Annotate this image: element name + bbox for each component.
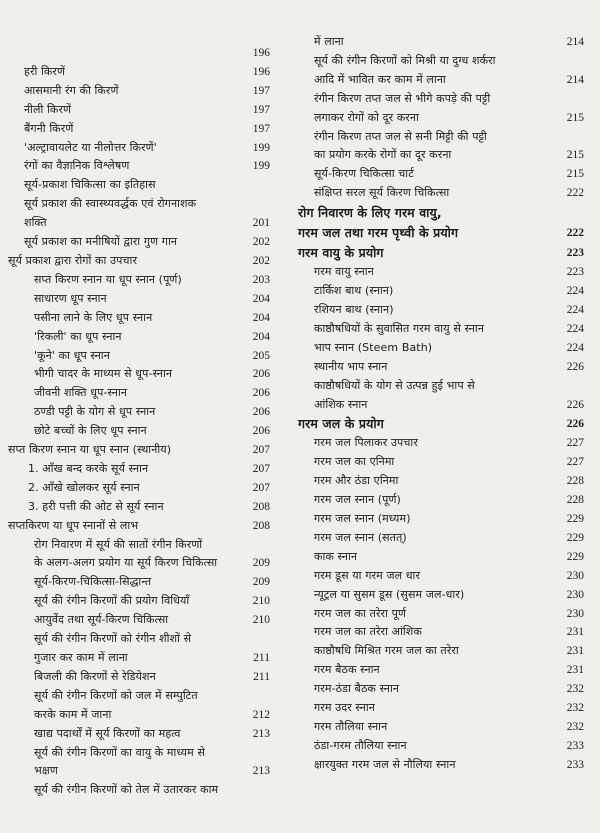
toc-page-number: 227 <box>566 437 584 450</box>
toc-page-number: 233 <box>566 758 584 771</box>
toc-entry-title: आदि में भावित कर काम में लाना <box>314 72 446 86</box>
toc-page-number: 206 <box>252 387 270 400</box>
toc-entry <box>298 491 596 510</box>
toc-entry <box>298 586 596 605</box>
toc-entry <box>8 536 286 555</box>
toc-entry-title: हरी किरणें <box>24 64 66 78</box>
toc-entry <box>298 128 596 147</box>
toc-entry-title: गरम और ठंडा एनिमा <box>314 474 399 488</box>
toc-entry-title: सूर्य की रंगीन किरणों को रंगीन शीशों से <box>34 632 192 646</box>
toc-entry <box>298 453 596 472</box>
toc-entry-title: भाप स्नान (Steem Bath) <box>314 340 433 354</box>
toc-entry-title: खाद्य पदार्थों में सूर्य किरणों का महत्व <box>34 726 181 740</box>
toc-entry <box>298 184 596 203</box>
toc-entry-title: में लाना <box>314 35 344 48</box>
toc-page-number: 232 <box>566 683 584 696</box>
toc-page-number: 230 <box>566 607 584 620</box>
toc-entry <box>8 63 286 82</box>
toc-entry-title: गरम वायु स्नान <box>314 265 374 279</box>
toc-page-number: 211 <box>253 652 270 664</box>
toc-entry-title: लगाकर रोगों को दूर करना <box>314 110 419 124</box>
toc-entry <box>298 165 596 184</box>
toc-page-number: 197 <box>252 103 270 116</box>
toc-entry <box>298 699 596 718</box>
toc-page-number: 207 <box>252 481 270 494</box>
toc-page-number: 204 <box>252 311 270 324</box>
toc-entry-title: टार्किश बाथ (स्नान) <box>314 284 394 298</box>
toc-entry-title: शक्ति <box>24 216 47 230</box>
toc-entry <box>8 176 286 195</box>
toc-entry <box>298 737 596 756</box>
toc-entry <box>8 630 286 649</box>
toc-entry <box>8 592 286 611</box>
toc-page-number: 210 <box>252 614 270 627</box>
toc-section-heading <box>298 203 596 223</box>
toc-entry <box>298 396 596 415</box>
toc-page-number: 202 <box>252 254 270 267</box>
toc-entry-title: आंशिक स्नान <box>314 397 368 411</box>
toc-entry <box>298 472 596 491</box>
toc-page-number: 230 <box>566 569 584 582</box>
toc-entry-title: क्षारयुक्त गरम जल से नौलिया स्नान <box>314 757 456 771</box>
toc-entry-title: रंगीन किरण तप्त जल से भीगे कपड़े की पट्टी <box>314 91 491 105</box>
toc-entry <box>298 358 596 377</box>
toc-entry <box>298 567 596 586</box>
toc-page-number: 197 <box>252 122 270 135</box>
toc-entry-title: स्थानीय भाप स्नान <box>314 359 388 373</box>
toc-page-number: 207 <box>252 444 270 457</box>
toc-entry-title: गरम वायु के प्रयोग <box>298 245 384 261</box>
toc-entry <box>8 44 286 63</box>
toc-entry-title: सूर्य-किरण चिकित्सा चार्ट <box>314 167 414 181</box>
toc-page-number: 229 <box>566 531 584 544</box>
toc-entry <box>8 517 286 536</box>
toc-entry-title: रंगीन किरण तप्त जल से सनी मिट्टी की पट्टी <box>314 129 487 143</box>
toc-entry-title: 'कूने' का धूप स्नान <box>34 348 110 362</box>
toc-page-number: 223 <box>566 266 584 279</box>
toc-entry <box>298 718 596 737</box>
toc-entry <box>298 680 596 699</box>
toc-entry <box>298 605 596 624</box>
toc-entry-title: सूर्य की रंगीन किरणों को तेल में उतारकर काम <box>34 783 219 797</box>
toc-page-number: 196 <box>252 47 270 59</box>
toc-entry-title: ठण्डी पट्टी के योग से धूप स्नान <box>34 405 156 419</box>
toc-page-number: 199 <box>252 141 270 154</box>
toc-entry-title: गरम जल के प्रयोग <box>298 416 384 432</box>
toc-entry-title: आयुर्वेद तथा सूर्य-किरण चिकित्सा <box>34 613 169 627</box>
toc-page-number: 199 <box>252 160 270 173</box>
toc-entry <box>8 384 286 403</box>
toc-entry-title: करके काम में जाना <box>34 707 112 721</box>
toc-entry <box>298 548 596 567</box>
toc-page-number: 231 <box>566 626 584 639</box>
toc-page-number: 215 <box>566 149 584 162</box>
toc-entry <box>298 377 596 396</box>
toc-entry <box>8 139 286 158</box>
toc-entry <box>8 706 286 725</box>
toc-entry-title: भीगी चादर के माध्यम से धूप-स्नान <box>34 367 173 381</box>
toc-entry-title: गरम जल स्नान (सतत्) <box>314 530 407 544</box>
toc-page-number: 206 <box>252 425 270 438</box>
toc-entry <box>8 781 286 800</box>
toc-entry-title: सूर्य प्रकाश की स्वास्थ्यवर्द्धक एवं रोगनाशक <box>24 197 197 211</box>
toc-entry-title: काष्ठौषधियों के योग से उत्पन्न हुई भाप से <box>314 378 475 392</box>
toc-entry-title: गरम तौलिया स्नान <box>314 720 388 733</box>
toc-entry <box>8 744 286 763</box>
toc-page-number: 227 <box>566 456 584 469</box>
toc-entry <box>298 109 596 128</box>
toc-entry-title: रशियन बाथ (स्नान) <box>314 302 394 316</box>
toc-entry-title: 'अल्ट्रावायलेट या नीलोत्तर किरणें' <box>24 140 157 154</box>
toc-entry-title: भक्षण <box>34 764 58 778</box>
toc-entry-title: ठंडा-गरम तौलिया स्नान <box>314 738 407 752</box>
toc-entry-title: 2. आँखे खोलकर सूर्य स्नान <box>28 480 140 494</box>
toc-entry <box>298 434 596 453</box>
toc-page-number: 231 <box>566 645 584 658</box>
toc-entry <box>8 233 286 252</box>
toc-entry-title: सप्त किरण स्नान या धूप स्नान (स्थानीय) <box>8 443 172 457</box>
toc-page-number: 208 <box>252 500 270 513</box>
toc-entry <box>298 339 596 358</box>
toc-page-number: 226 <box>566 360 584 373</box>
toc-page-number: 215 <box>566 111 584 124</box>
toc-entry <box>8 460 286 479</box>
toc-page-number: 208 <box>252 519 270 532</box>
toc-entry <box>8 365 286 384</box>
toc-entry <box>8 725 286 744</box>
toc-entry-title: सूर्य की रंगीन किरणों को मिश्री या दुग्ध शर्करा <box>314 53 496 67</box>
toc-entry-title: 3. हरी पत्ती की ओट से सूर्य स्नान <box>28 499 164 513</box>
toc-entry <box>298 282 596 301</box>
toc-entry-title: जीवनी शक्ति धूप-स्नान <box>34 386 128 400</box>
toc-entry-title: आसमानी रंग की किरणें <box>24 83 119 97</box>
toc-entry-title: गरम जल स्नान (मध्यम) <box>314 512 411 526</box>
toc-page-number: 211 <box>253 670 270 683</box>
toc-entry <box>8 328 286 347</box>
toc-entry-title: सूर्य-किरण-चिकित्सा-सिद्धान्त <box>34 575 152 589</box>
toc-entry <box>8 195 286 214</box>
toc-page-number: 229 <box>566 550 584 563</box>
toc-page-number: 197 <box>252 84 270 97</box>
toc-entry-title: गरम डूस या गरम जल धार <box>314 568 421 582</box>
toc-entry-title: गरम जल पिलाकर उपचार <box>314 436 418 450</box>
toc-entry-title: के अलग-अलग प्रयोग या सूर्य किरण चिकित्सा <box>34 556 218 570</box>
toc-entry-title: सूर्य प्रकाश का मनीषियों द्वारा गुण गान <box>24 235 178 249</box>
toc-entry-title: गरम जल तथा गरम पृथ्वी के प्रयोग <box>298 225 459 241</box>
toc-entry-title: बैंगनी किरणें <box>24 121 74 135</box>
toc-entry <box>8 157 286 176</box>
toc-entry-title: गरम जल का तरेरा आंशिक <box>314 625 422 639</box>
toc-page-number: 206 <box>252 368 270 381</box>
toc-entry-title: गरम जल का एनिमा <box>314 455 395 469</box>
toc-entry <box>298 33 596 52</box>
toc-page-number: 224 <box>566 341 584 354</box>
toc-page-number: 213 <box>252 765 270 778</box>
toc-page-number: 232 <box>566 702 584 715</box>
toc-entry <box>8 668 286 687</box>
toc-entry <box>298 661 596 680</box>
toc-entry-title: 'रिकली' का धूप स्नान <box>34 329 122 343</box>
toc-entry-title: गुजार कर काम में लाना <box>34 651 128 664</box>
toc-entry-title: का प्रयोग करके रोगों का दूर करना <box>314 148 452 162</box>
toc-page-number: 212 <box>252 708 270 721</box>
toc-page-number: 226 <box>566 398 584 411</box>
toc-entry <box>298 52 596 71</box>
toc-page-number: 203 <box>252 273 270 286</box>
toc-page-number: 223 <box>566 247 584 260</box>
toc-entry-title: सूर्य की रंगीन किरणों को जल में सम्पुटित <box>34 688 198 702</box>
toc-entry-title: छोटे बच्चों के लिए धूप स्नान <box>34 424 147 438</box>
toc-entry <box>8 611 286 630</box>
toc-entry-title: पसीना लाने के लिए धूप स्नान <box>34 310 153 324</box>
toc-entry <box>8 762 286 781</box>
toc-left-column <box>8 0 286 800</box>
toc-entry-title: नीली किरणें <box>24 102 72 116</box>
toc-entry-title: काक स्नान <box>314 549 358 563</box>
toc-entry <box>8 498 286 517</box>
toc-page-number: 224 <box>566 322 584 335</box>
toc-entry <box>8 290 286 309</box>
toc-section-heading <box>298 414 596 434</box>
toc-page-number: 230 <box>566 588 584 601</box>
toc-entry <box>8 82 286 101</box>
toc-entry <box>8 252 286 271</box>
toc-entry <box>8 101 286 120</box>
toc-entry-title: सप्त किरण स्नान या धूप स्नान (पूर्ण) <box>34 272 182 286</box>
toc-entry-title: संक्षिप्त सरल सूर्य किरण चिकित्सा <box>314 186 450 200</box>
toc-entry <box>8 422 286 441</box>
toc-page-number: 204 <box>252 330 270 343</box>
toc-entry <box>298 90 596 109</box>
toc-entry-title: बिजली की किरणों से रेडियेशन <box>34 669 156 683</box>
toc-page-number: 214 <box>566 73 584 86</box>
toc-entry-title: सूर्य प्रकाश द्वारा रोगों का उपचार <box>8 253 138 267</box>
toc-page-number: 224 <box>566 285 584 298</box>
toc-page-number: 213 <box>252 727 270 740</box>
toc-entry-title: सूर्य की रंगीन किरणों की प्रयोग विधियाँ <box>34 594 190 608</box>
toc-page-number: 206 <box>252 406 270 419</box>
toc-page-number: 232 <box>566 721 584 733</box>
toc-entry-title: 1. आँख बन्द करके सूर्य स्नान <box>28 461 149 475</box>
toc-entry <box>298 529 596 548</box>
toc-entry <box>8 120 286 139</box>
toc-entry-title: रंगों का वैज्ञानिक विश्लेषण <box>24 159 130 173</box>
toc-page-number: 226 <box>566 418 584 431</box>
toc-page-number: 204 <box>252 292 270 305</box>
toc-page-number: 228 <box>566 475 584 488</box>
toc-entry <box>298 263 596 282</box>
toc-entry-title: गरम बैठक स्नान <box>314 663 380 677</box>
toc-entry <box>298 146 596 165</box>
toc-page-number: 209 <box>252 557 270 570</box>
toc-page-number: 207 <box>252 462 270 475</box>
toc-entry <box>298 642 596 661</box>
toc-page-number: 224 <box>566 303 584 316</box>
toc-entry-title: रोग निवारण में सूर्य की सातों रंगीन किरणों <box>34 537 203 551</box>
toc-entry-title: सप्तकिरण या धूप स्नानों से लाभ <box>8 518 139 532</box>
toc-page-number: 215 <box>566 168 584 181</box>
toc-entry-title: गरम-ठंडा बैठक स्नान <box>314 682 400 696</box>
toc-page-number: 229 <box>566 513 584 526</box>
toc-page-number: 222 <box>566 227 584 240</box>
toc-entry-title: सूर्य की रंगीन किरणों का वायु के माध्यम से <box>34 745 205 759</box>
toc-entry <box>8 687 286 706</box>
toc-page-number: 209 <box>252 576 270 589</box>
toc-entry <box>8 554 286 573</box>
toc-entry-title: काष्ठौषधि मिश्रित गरम जल का तरेरा <box>314 644 459 658</box>
toc-entry <box>298 756 596 775</box>
toc-entry <box>8 649 286 668</box>
toc-entry-title: न्यूट्रल या सुसम डूस (सुसम जल-धार) <box>314 587 465 601</box>
toc-entry <box>298 301 596 320</box>
toc-entry <box>8 479 286 498</box>
toc-entry <box>8 403 286 422</box>
toc-entry <box>298 71 596 90</box>
toc-entry-title: गरम जल स्नान (पूर्ण) <box>314 493 401 507</box>
toc-entry <box>298 320 596 339</box>
toc-entry <box>8 309 286 328</box>
toc-entry <box>8 573 286 592</box>
toc-section-heading <box>298 223 596 243</box>
toc-right-column <box>298 0 596 775</box>
toc-page-number: 222 <box>566 187 584 200</box>
toc-entry <box>8 271 286 290</box>
toc-entry-title: काष्ठौषधियों के सुवासित गरम वायु से स्नान <box>314 321 485 335</box>
toc-page-number: 196 <box>252 65 270 78</box>
toc-entry-title: गरम उदर स्नान <box>314 701 375 715</box>
toc-page-number: 201 <box>252 217 270 230</box>
toc-page-number: 214 <box>566 36 584 48</box>
toc-entry-title: साधारण धूप स्नान <box>34 291 107 305</box>
toc-page-number: 231 <box>566 664 584 677</box>
toc-entry-title: गरम जल का तरेरा पूर्ण <box>314 606 406 620</box>
toc-page-number: 202 <box>252 236 270 249</box>
toc-entry <box>8 441 286 460</box>
toc-page-number: 205 <box>252 349 270 362</box>
toc-entry <box>298 510 596 529</box>
toc-section-heading <box>298 243 596 263</box>
toc-entry <box>298 623 596 642</box>
toc-page-number: 233 <box>566 739 584 752</box>
toc-entry-title: सूर्य-प्रकाश चिकित्सा का इतिहास <box>24 178 156 192</box>
toc-entry <box>8 214 286 233</box>
toc-entry <box>8 347 286 366</box>
toc-page-number: 228 <box>566 494 584 507</box>
toc-page-number: 210 <box>252 595 270 608</box>
toc-entry-title: रोग निवारण के लिए गरम वायु, <box>298 205 442 221</box>
